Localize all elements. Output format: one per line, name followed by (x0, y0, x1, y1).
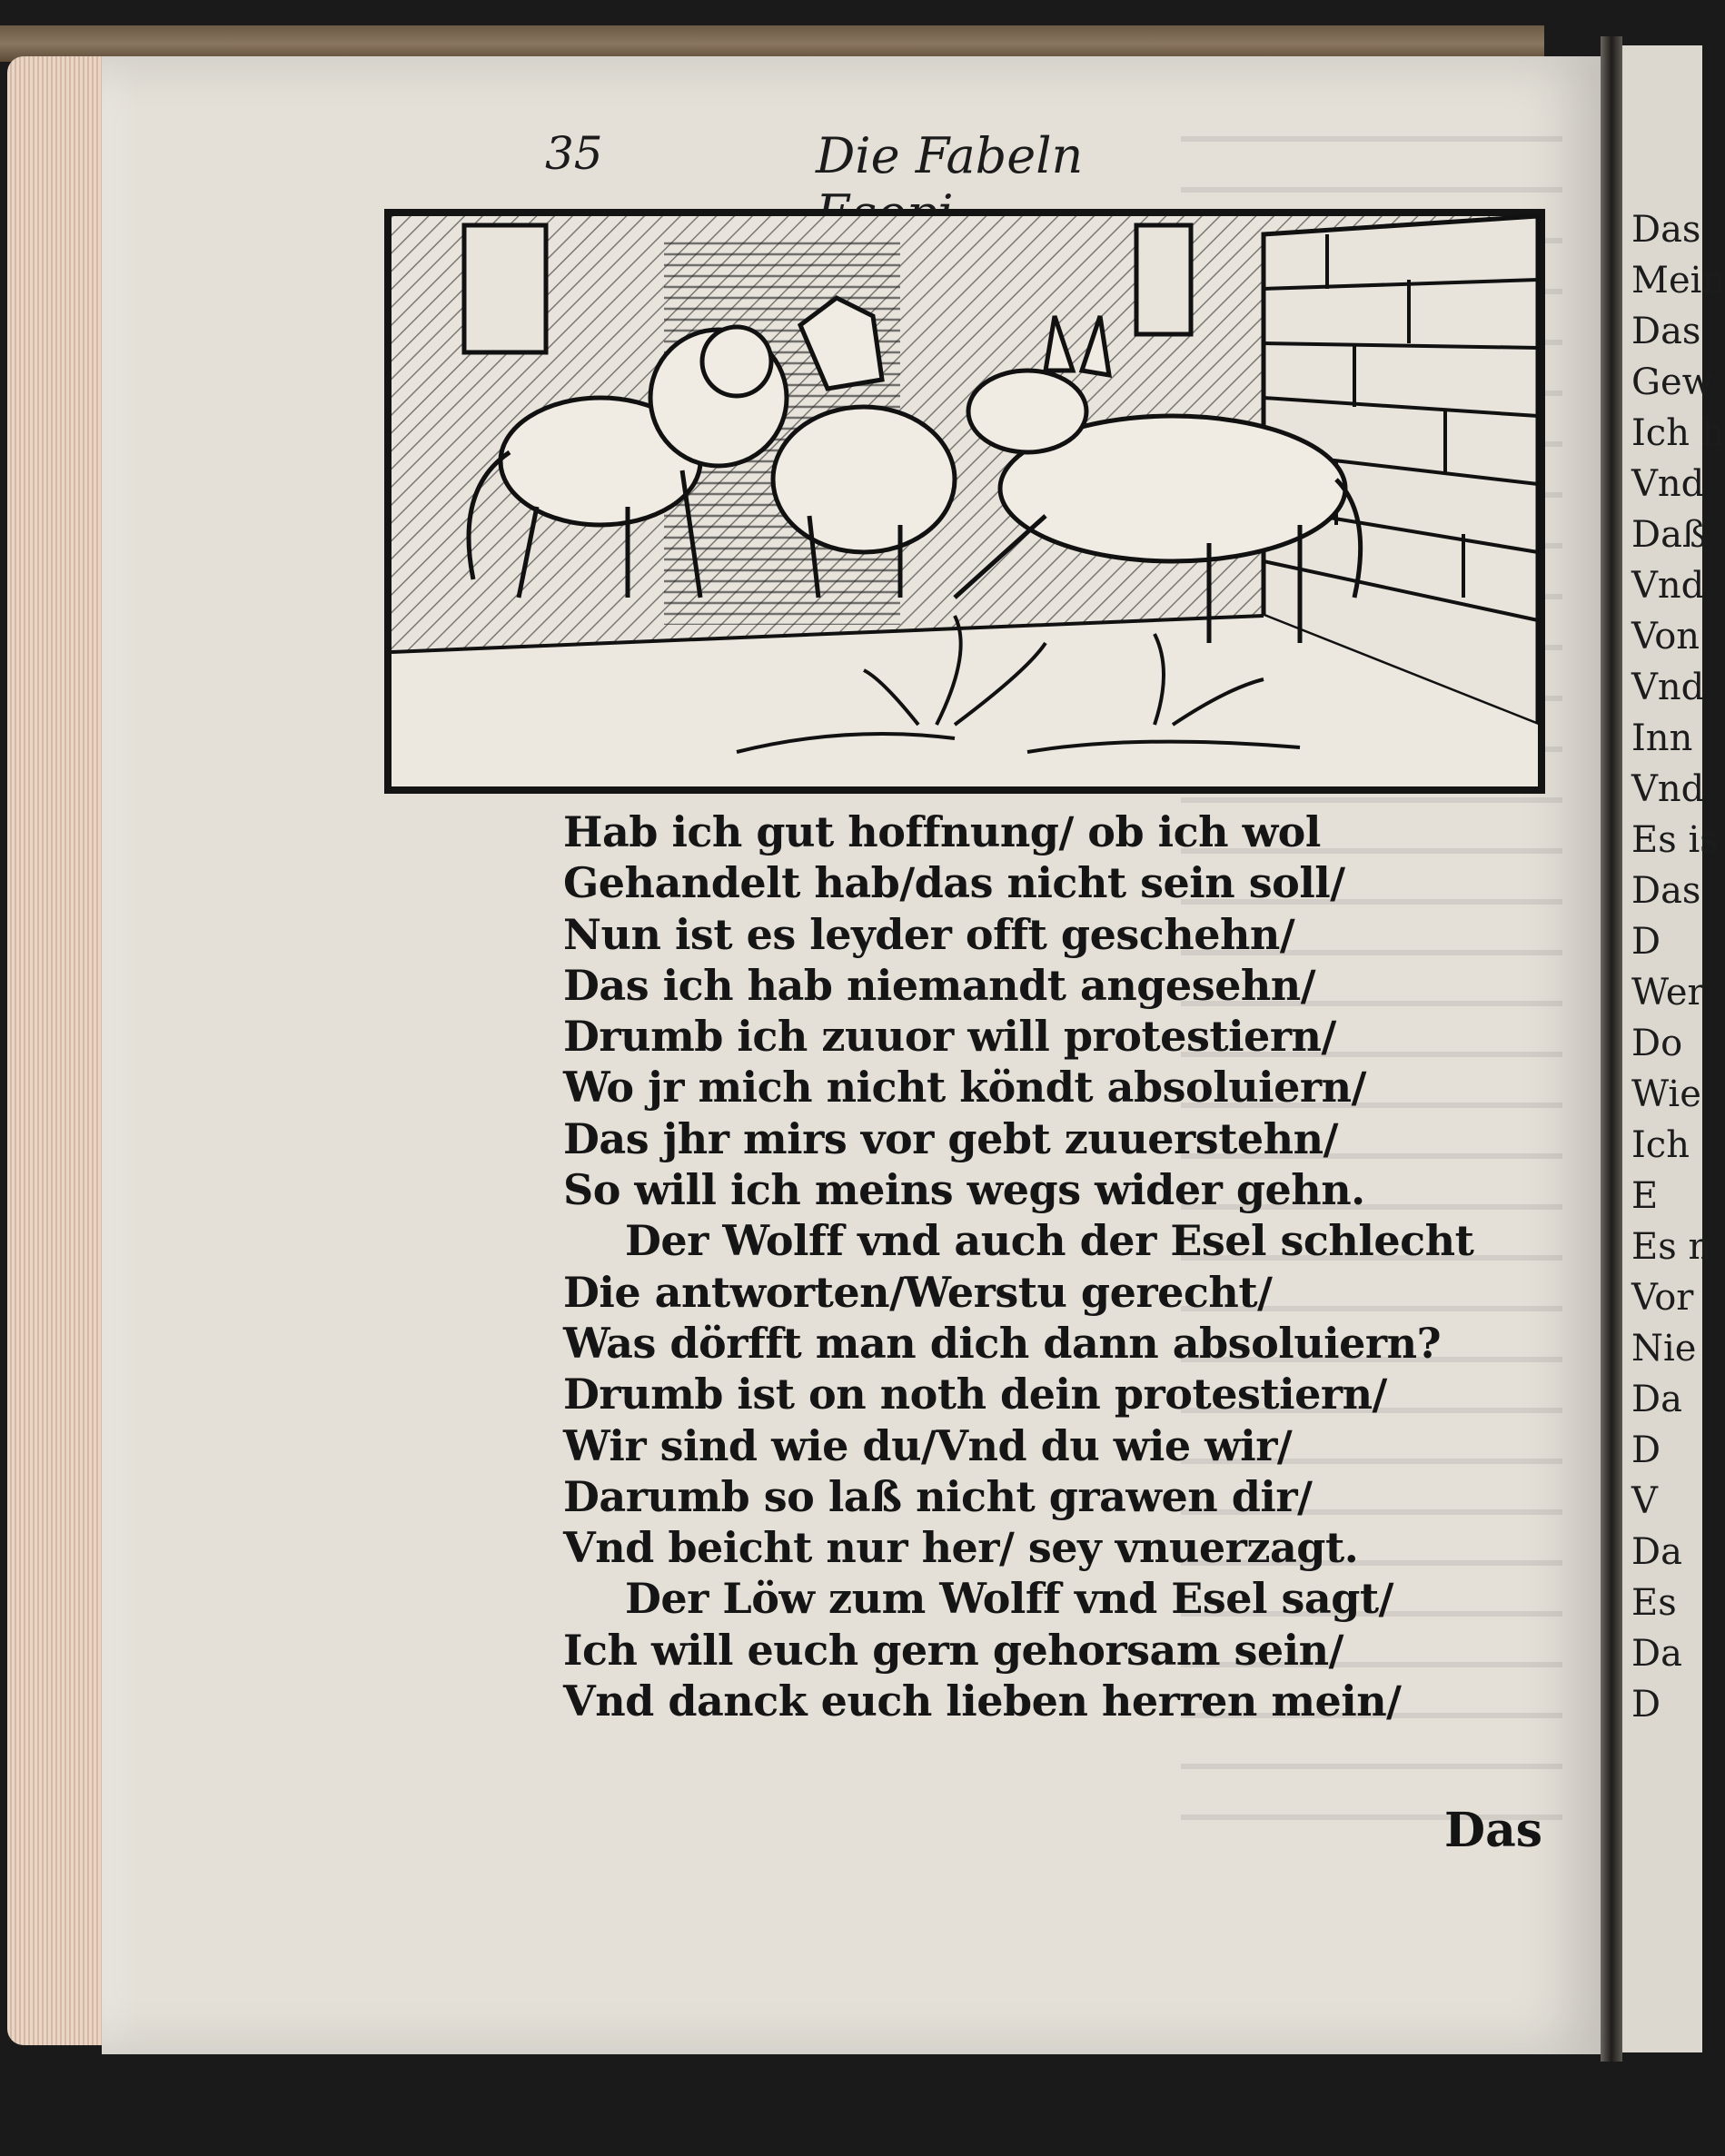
verse-line: Der Löw zum Wolff vnd Esel sagt/ (625, 1574, 1393, 1624)
facing-page-fragment: Vnd (1631, 565, 1705, 607)
verse-line: Nun ist es leyder offt geschehn/ (563, 909, 1295, 959)
facing-page-fragment: Es (1631, 1582, 1677, 1624)
facing-page-fragment: V (1631, 1480, 1658, 1522)
page-number: 35 (545, 127, 603, 180)
facing-page-fragment: Gew (1631, 361, 1713, 403)
facing-page-fragment: D (1631, 1429, 1661, 1471)
facing-page-fragment: Es n (1631, 1226, 1712, 1268)
facing-page-fragment: D (1631, 921, 1661, 963)
facing-page-fragment: Daß (1631, 514, 1707, 556)
verse-line: Hab ich gut hoffnung/ ob ich wol (563, 807, 1321, 856)
facing-page-fragment: Nie (1631, 1328, 1697, 1370)
facing-page-fragment: Da (1631, 1531, 1682, 1573)
facing-page-fragment: Das (1631, 209, 1701, 251)
woodcut-lion-wolf-ass-icon (392, 216, 1538, 786)
verse-line: Drumb ist on noth dein protestiern/ (563, 1370, 1387, 1419)
verse-line: Das ich hab niemandt angesehn/ (563, 960, 1316, 1010)
verse-line: Vnd beicht nur her/ sey vnuerzagt. (563, 1523, 1359, 1573)
facing-page-fragment: Das (1631, 311, 1701, 352)
book-gutter (1601, 36, 1622, 2062)
running-title: Die Fabeln (816, 127, 1084, 184)
verse-line: Das jhr mirs vor gebt zuuerstehn/ (563, 1113, 1338, 1163)
page-edges (7, 56, 116, 2045)
verse-line: Die antworten/Werstu gerecht/ (563, 1267, 1273, 1317)
verse-line: Der Wolff vnd auch der Esel schlecht (625, 1216, 1474, 1266)
facing-page-fragment: Wer (1631, 972, 1705, 1014)
facing-page-fragment: Da (1631, 1379, 1682, 1420)
facing-page (1622, 45, 1725, 2052)
verse-line: Wo jr mich nicht köndt absoluiern/ (563, 1063, 1366, 1113)
verse-line: Wir sind wie du/Vnd du wie wir/ (563, 1420, 1293, 1470)
facing-page-fragment: Vor (1631, 1277, 1694, 1319)
facing-page-fragment: E (1631, 1175, 1659, 1217)
facing-page-fragment: Ich h (1631, 412, 1725, 454)
facing-page-fragment: Inn (1631, 717, 1693, 759)
verse-block (563, 806, 1474, 1726)
verse-line: Gehandelt hab/das nicht sein soll/ (563, 858, 1345, 908)
facing-page-fragment: Mein (1631, 260, 1725, 302)
facing-page-fragment: Wie (1631, 1073, 1701, 1115)
verse-line: Was dörfft man dich dann absoluiern? (563, 1318, 1442, 1368)
facing-page-fragment: Von (1631, 616, 1700, 658)
facing-page-fragment: Vnd (1631, 463, 1705, 505)
facing-page-fragment: Es is (1631, 819, 1719, 861)
catchword: Das (1444, 1803, 1543, 1858)
verse-line: Ich will euch gern gehorsam sein/ (563, 1625, 1343, 1675)
verse-line: Vnd danck euch lieben herren mein/ (563, 1676, 1402, 1726)
running-head (545, 127, 1181, 191)
verse-line: Drumb ich zuuor will protestiern/ (563, 1012, 1336, 1062)
facing-page-fragment: Do (1631, 1023, 1683, 1064)
verse-line: Darumb so laß nicht grawen dir/ (563, 1471, 1313, 1521)
verse-line: So will ich meins wegs wider gehn. (563, 1165, 1365, 1215)
facing-page-fragment: Vnd (1631, 768, 1705, 810)
facing-page-fragment: Ich (1631, 1124, 1690, 1166)
facing-page-fragment: Vnd (1631, 667, 1705, 708)
facing-page-fragment: Das (1631, 870, 1701, 912)
woodcut-illustration (384, 209, 1545, 794)
facing-page-fragment: D (1631, 1684, 1661, 1726)
facing-page-fragment: Da (1631, 1633, 1682, 1675)
